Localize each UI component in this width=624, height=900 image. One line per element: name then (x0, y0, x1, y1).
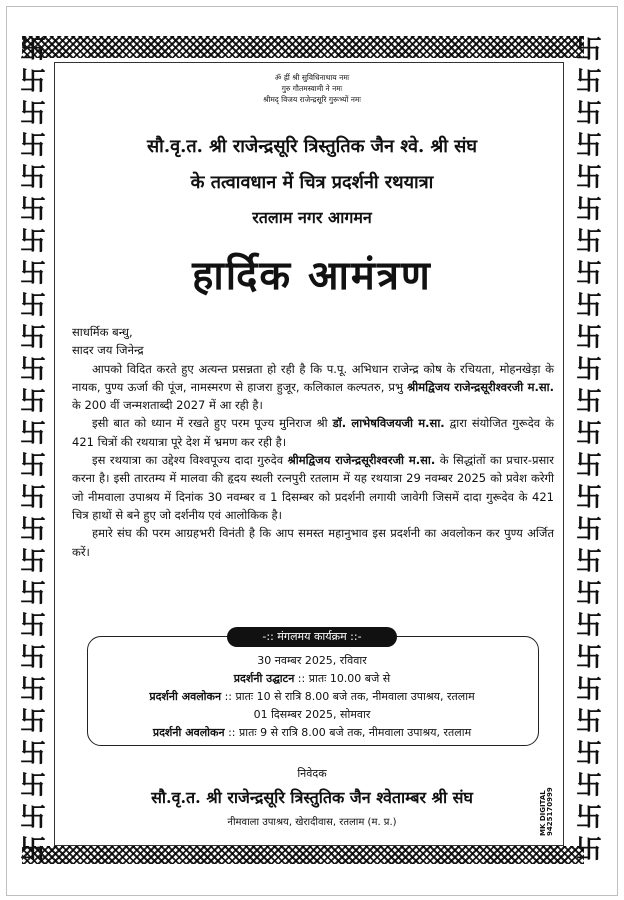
swastika-icon: 卐 (19, 195, 46, 225)
program-row-1: प्रदर्शनी उद्घाटन :: प्रातः 10.00 बजे से (233, 672, 391, 685)
mantra-block (0, 72, 624, 105)
swastika-border-right (574, 36, 604, 864)
swastika-icon: 卐 (19, 67, 46, 97)
decorative-border-top (22, 36, 584, 58)
swastika-icon: 卐 (19, 419, 46, 449)
swastika-icon: 卐 (575, 195, 602, 225)
program-row-3: प्रदर्शनी अवलोकन :: प्रातः 9 से रात्रि 8.00 बजे तक, नीमवाला उपाश्रय, रतलाम (152, 726, 472, 739)
swastika-icon: 卐 (575, 227, 602, 257)
swastika-border-left (18, 36, 48, 864)
swastika-icon: 卐 (19, 611, 46, 641)
nivedak-label: निवेदक (297, 767, 327, 780)
swastika-icon: 卐 (575, 99, 602, 129)
swastika-icon: 卐 (575, 355, 602, 385)
swastika-icon: 卐 (575, 163, 602, 193)
swastika-icon: 卐 (19, 99, 46, 129)
city-heading: रतलाम नगर आगमन (252, 208, 372, 227)
swastika-icon: 卐 (575, 707, 602, 737)
swastika-icon: 卐 (19, 547, 46, 577)
swastika-icon: 卐 (575, 131, 602, 161)
swastika-icon: 卐 (575, 451, 602, 481)
swastika-icon: 卐 (19, 259, 46, 289)
swastika-icon: 卐 (19, 131, 46, 161)
swastika-icon: 卐 (19, 355, 46, 385)
sangh-heading: सौ.वृ.त. श्री राजेन्द्रसूरि त्रिस्तुतिक जैन श्वे. श्री संघ (147, 136, 477, 157)
swastika-icon: 卐 (19, 515, 46, 545)
swastika-icon: 卐 (575, 611, 602, 641)
swastika-icon: 卐 (19, 387, 46, 417)
swastika-icon: 卐 (575, 835, 602, 865)
swastika-icon: 卐 (19, 579, 46, 609)
swastika-icon: 卐 (19, 835, 46, 865)
swastika-icon: 卐 (575, 675, 602, 705)
swastika-icon: 卐 (575, 739, 602, 769)
swastika-icon: 卐 (19, 227, 46, 257)
swastika-icon: 卐 (575, 67, 602, 97)
decorative-border-bottom (22, 846, 584, 864)
mantra-line: गुरु गौतमस्वामी ने नमः (281, 84, 343, 93)
swastika-icon: 卐 (19, 483, 46, 513)
swastika-icon: 卐 (19, 323, 46, 353)
salutation: साधर्मिक बन्धु, (72, 325, 133, 339)
swastika-icon: 卐 (575, 643, 602, 673)
greeting: सादर जय जिनेन्द्र (72, 343, 144, 358)
sangh-signature: सौ.वृ.त. श्री राजेन्द्रसूरि त्रिस्तुतिक जैन श्वेताम्बर श्री संघ (151, 788, 473, 807)
swastika-icon: 卐 (19, 643, 46, 673)
program-date-2: 01 दिसम्बर 2025, सोमवार (253, 708, 371, 721)
swastika-icon: 卐 (575, 483, 602, 513)
letter-body (72, 323, 554, 561)
swastika-icon: 卐 (19, 803, 46, 833)
swastika-icon: 卐 (19, 291, 46, 321)
paragraph-2: इसी बात को ध्यान में रखते हुए परम पूज्य मुनिराज श्री डॉ. लाभेषविजयजी म.सा. द्वारा संयोजित गुरूदेव के 421 चित्रों की रथयात्रा पूरे देश में भ्रमण कर रही है। (72, 416, 554, 449)
paragraph-3: इस रथयात्रा का उद्देश्य विश्वपूज्य दादा गुरुदेव श्रीमद्विजय राजेन्द्रसूरीश्वरजी म.सा. के सिद्धांतों का प्रचार-प्रसार करना है। इसी तारतम्य में मालवा की हृदय स्थली रत्नपुरी रतलाम में यह रथयात्रा 29 नवम्बर 2025 को प्रवेश करेगी जो नीमवाला उपाश्रय में दिनांक 30 नवम्बर व 1 दिसम्बर को प्रदर्शनी लगायी जावेगी जिसमें दादा गुरूदेव के 421 चित्र हाथों से बने हुए जो दर्शनीय एवं आलोकिक है। (72, 453, 554, 522)
sangh-address: नीमवाला उपाश्रय, खेरादीवास, रतलाम (म. प्र.) (227, 817, 397, 828)
swastika-icon: 卐 (575, 35, 602, 65)
swastika-icon: 卐 (19, 771, 46, 801)
swastika-icon: 卐 (19, 35, 46, 65)
swastika-icon: 卐 (19, 163, 46, 193)
mantra-line: श्रीमद् विजय राजेन्द्रसूरि गुरूभ्यों नमः (263, 95, 361, 104)
swastika-icon: 卐 (575, 547, 602, 577)
swastika-icon: 卐 (19, 675, 46, 705)
program-title: -:: मंगलमय कार्यक्रम ::- (227, 627, 397, 647)
swastika-icon: 卐 (575, 579, 602, 609)
swastika-icon: 卐 (575, 803, 602, 833)
mantra-line: ॐ ह्रीं श्री सुविधिनाथाय नमः (274, 73, 350, 82)
swastika-icon: 卐 (19, 739, 46, 769)
program-row-2: प्रदर्शनी अवलोकन :: प्रातः 10 से रात्रि 8.00 बजे तक, नीमवाला उपाश्रय, रतलाम (149, 690, 475, 703)
swastika-icon: 卐 (575, 419, 602, 449)
swastika-icon: 卐 (575, 291, 602, 321)
paragraph-1: आपको विदित करते हुए अत्यन्त प्रसन्नता हो रही है कि प.पू. अभिधान राजेन्द्र कोष के रचियता, मोहनखेड़ा के नायक, पुण्य ऊर्जा की पूंज, नामस्मरण से हाजरा हुजूर, कलिकाल कल्पतरु, प्रभु श्रीमद्विजय राजेन्द्रसूरीश्वरजी म.सा. के 200 वीं जन्मशताब्दी 2027 में आ रही है। (72, 361, 554, 413)
swastika-icon: 卐 (575, 323, 602, 353)
printer-stamp: MK DIGITAL 9425170999 (539, 787, 554, 836)
swastika-icon: 卐 (19, 707, 46, 737)
paragraph-4: हमारे संघ की परम आग्रहभरी विनंती है कि आप समस्त महानुभाव इस प्रदर्शनी का अवलोकन कर पुण्य अर्जित करें। (72, 526, 554, 559)
swastika-icon: 卐 (575, 259, 602, 289)
invitation-title: हार्दिक आमंत्रण (192, 252, 432, 299)
swastika-icon: 卐 (575, 387, 602, 417)
swastika-icon: 卐 (575, 771, 602, 801)
program-date-1: 30 नवम्बर 2025, रविवार (257, 654, 367, 667)
event-heading: के तत्वावधान में चित्र प्रदर्शनी रथयात्रा (190, 172, 434, 193)
swastika-icon: 卐 (575, 515, 602, 545)
swastika-icon: 卐 (19, 451, 46, 481)
